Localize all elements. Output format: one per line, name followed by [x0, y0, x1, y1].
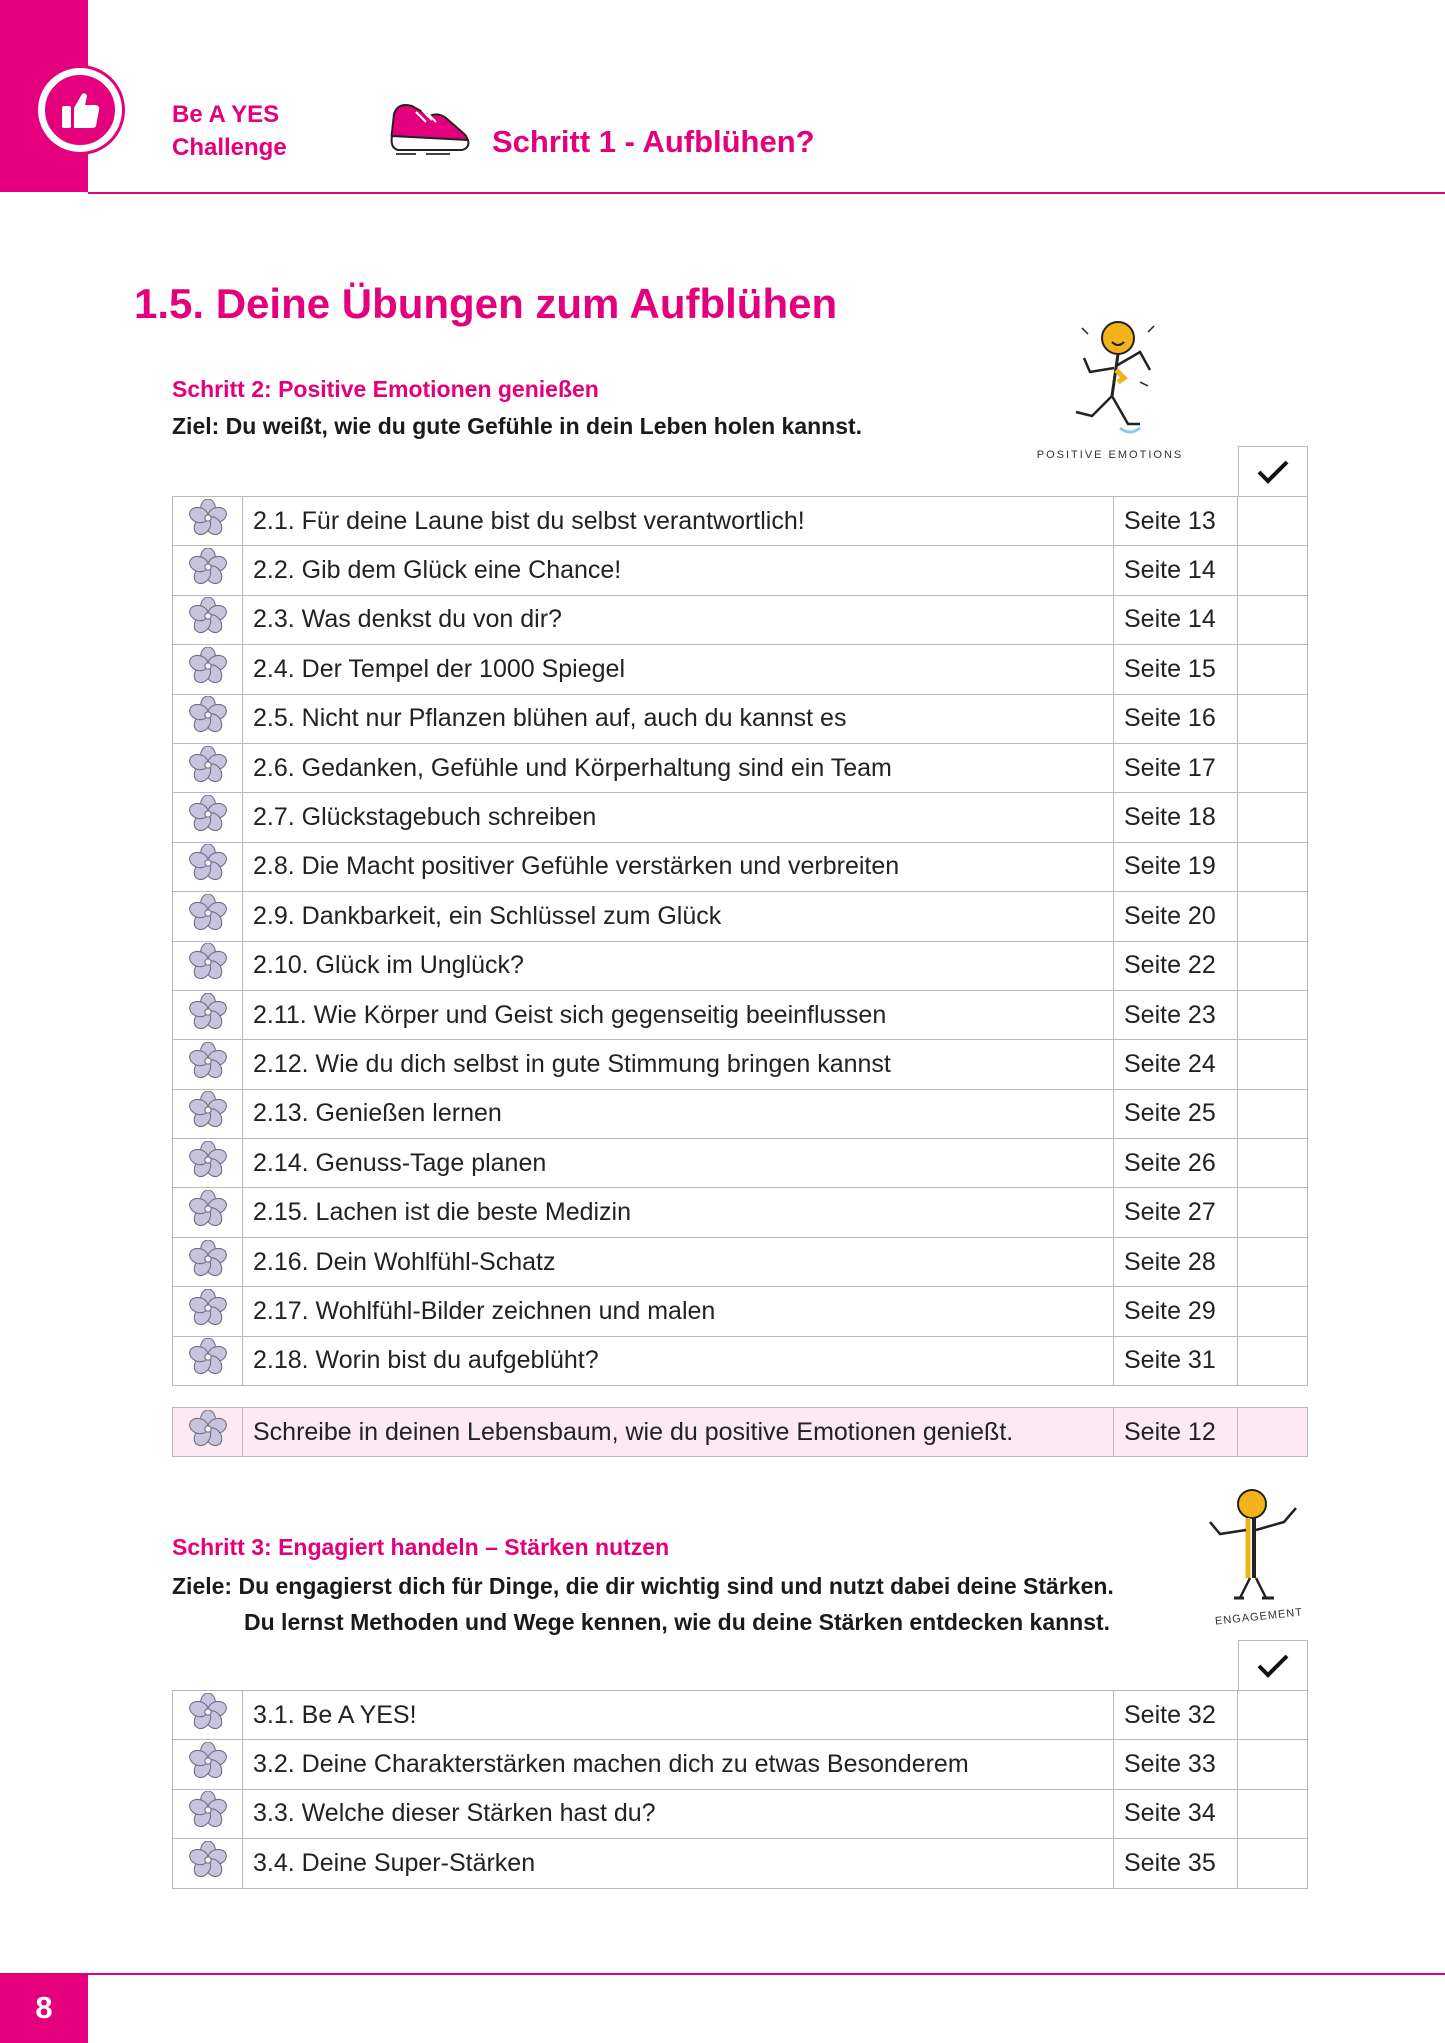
exercise-row [173, 694, 1308, 743]
exercise-row [173, 1089, 1308, 1138]
flower-icon-cell [173, 1139, 243, 1188]
flower-icon [189, 696, 227, 734]
dancing-figure-icon [1028, 312, 1192, 444]
flower-icon [189, 1042, 227, 1080]
brand-label [172, 98, 287, 164]
exercise-page: Seite 23 [1114, 990, 1238, 1039]
exercise-row [173, 1336, 1308, 1385]
exercise-checkbox[interactable] [1238, 546, 1308, 595]
exercise-title: 3.1. Be A YES! [243, 1691, 1114, 1740]
exercise-page: Seite 18 [1114, 793, 1238, 842]
exercise-page: Seite 20 [1114, 892, 1238, 941]
flower-icon-cell [173, 1336, 243, 1385]
exercise-page: Seite 26 [1114, 1139, 1238, 1188]
exercise-page: Seite 12 [1114, 1408, 1238, 1457]
exercise-title: 3.3. Welche dieser Stärken hast du? [243, 1789, 1114, 1838]
flower-icon [189, 499, 227, 537]
exercise-page: Seite 27 [1114, 1188, 1238, 1237]
exercise-checkbox[interactable] [1238, 793, 1308, 842]
exercise-checkbox[interactable] [1238, 497, 1308, 546]
flower-icon-cell [173, 1839, 243, 1888]
exercise-row [173, 1139, 1308, 1188]
exercise-title: Schreibe in deinen Lebensbaum, wie du positive Emotionen genießt. [243, 1408, 1114, 1457]
exercise-row [173, 546, 1308, 595]
exercise-title: 2.13. Genießen lernen [243, 1089, 1114, 1138]
exercise-checkbox[interactable] [1238, 1839, 1308, 1888]
exercise-checkbox[interactable] [1238, 1188, 1308, 1237]
section2-subtitle: Schritt 2: Positive Emotionen genießen [172, 376, 599, 402]
exercise-page: Seite 31 [1114, 1336, 1238, 1385]
exercise-checkbox[interactable] [1238, 1089, 1308, 1138]
flower-icon [189, 844, 227, 882]
exercise-page: Seite 32 [1114, 1691, 1238, 1740]
exercise-page: Seite 33 [1114, 1740, 1238, 1789]
exercise-page: Seite 22 [1114, 941, 1238, 990]
exercise-checkbox[interactable] [1238, 1336, 1308, 1385]
exercise-page: Seite 13 [1114, 497, 1238, 546]
exercise-title: 2.10. Glück im Unglück? [243, 941, 1114, 990]
exercise-row [173, 1740, 1308, 1789]
exercise-page: Seite 14 [1114, 595, 1238, 644]
thumbs-up-icon [56, 86, 104, 134]
flower-icon [189, 1742, 227, 1780]
engagement-caption: ENGAGEMENT [1214, 1606, 1304, 1628]
flower-icon-cell [173, 546, 243, 595]
flower-icon [189, 1791, 227, 1829]
flower-icon-cell [173, 1691, 243, 1740]
exercise-page: Seite 29 [1114, 1287, 1238, 1336]
flower-icon [189, 894, 227, 932]
page-title: 1.5. Deine Übungen zum Aufblühen [134, 280, 838, 327]
exercise-checkbox[interactable] [1238, 1408, 1308, 1457]
flower-icon [189, 1410, 227, 1448]
exercise-page: Seite 28 [1114, 1237, 1238, 1286]
exercise-row [173, 1789, 1308, 1838]
section3-goal-line2: Du lernst Methoden und Wege kennen, wie du deine Stärken entdecken kannst. [244, 1609, 1111, 1635]
step-title: Schritt 1 - Aufblühen? [492, 124, 815, 159]
flower-icon [189, 1141, 227, 1179]
flower-icon [189, 1841, 227, 1879]
page-number: 8 [0, 1973, 88, 2043]
exercise-page: Seite 24 [1114, 1040, 1238, 1089]
exercise-title: 2.16. Dein Wohlfühl-Schatz [243, 1237, 1114, 1286]
flower-icon-cell [173, 743, 243, 792]
exercise-checkbox[interactable] [1238, 1237, 1308, 1286]
flower-icon [189, 1190, 227, 1228]
exercise-checkbox[interactable] [1238, 990, 1308, 1039]
flower-icon [189, 647, 227, 685]
exercise-page: Seite 14 [1114, 546, 1238, 595]
sneaker-icon [386, 92, 472, 158]
exercise-title: 2.1. Für deine Laune bist du selbst verantwortlich! [243, 497, 1114, 546]
exercise-title: 2.18. Worin bist du aufgeblüht? [243, 1336, 1114, 1385]
section2-check-header [1238, 446, 1308, 496]
exercise-page: Seite 19 [1114, 842, 1238, 891]
exercise-checkbox[interactable] [1238, 1740, 1308, 1789]
checkmark-icon [1256, 458, 1290, 486]
flower-icon-cell [173, 1789, 243, 1838]
exercise-row [173, 941, 1308, 990]
exercise-title: 2.7. Glückstagebuch schreiben [243, 793, 1114, 842]
exercise-title: 3.4. Deine Super-Stärken [243, 1839, 1114, 1888]
brand-line-2: Challenge [172, 134, 287, 161]
flower-icon-cell [173, 1287, 243, 1336]
exercise-page: Seite 25 [1114, 1089, 1238, 1138]
exercise-row [173, 793, 1308, 842]
flower-icon [189, 746, 227, 784]
exercise-page: Seite 15 [1114, 645, 1238, 694]
flower-icon [189, 548, 227, 586]
flower-icon [189, 943, 227, 981]
flower-icon-cell [173, 1188, 243, 1237]
brand-line-1: Be A YES [172, 101, 280, 128]
exercise-checkbox[interactable] [1238, 595, 1308, 644]
section2-goal: Ziel: Du weißt, wie du gute Gefühle in dein Leben holen kannst. [172, 413, 863, 439]
section3-check-header [1238, 1640, 1308, 1690]
exercise-row [173, 842, 1308, 891]
flower-icon [189, 993, 227, 1031]
exercise-row [173, 1040, 1308, 1089]
flower-icon-cell [173, 1089, 243, 1138]
exercise-title: 2.4. Der Tempel der 1000 Spiegel [243, 645, 1114, 694]
exercise-checkbox[interactable] [1238, 1040, 1308, 1089]
flower-icon [189, 795, 227, 833]
flower-icon-cell [173, 990, 243, 1039]
exercise-row [173, 1691, 1308, 1740]
exercise-title: 2.12. Wie du dich selbst in gute Stimmung bringen kannst [243, 1040, 1114, 1089]
exercise-page: Seite 17 [1114, 743, 1238, 792]
exercise-checkbox[interactable] [1238, 941, 1308, 990]
flower-icon [189, 597, 227, 635]
exercise-checkbox[interactable] [1238, 892, 1308, 941]
exercise-row [173, 497, 1308, 546]
section3-goal-line1: Ziele: Du engagierst dich für Dinge, die dir wichtig sind und nutzt dabei deine Stärken. [172, 1573, 1114, 1599]
exercise-checkbox[interactable] [1238, 743, 1308, 792]
exercise-title: 2.14. Genuss-Tage planen [243, 1139, 1114, 1188]
exercise-row [173, 595, 1308, 644]
flower-icon-cell [173, 645, 243, 694]
exercise-title: 2.15. Lachen ist die beste Medizin [243, 1188, 1114, 1237]
engagement-figure [1200, 1482, 1318, 1628]
exercise-row [173, 1188, 1308, 1237]
exercise-title: 3.2. Deine Charakterstärken machen dich zu etwas Besonderem [243, 1740, 1114, 1789]
flower-icon-cell [173, 497, 243, 546]
exercise-checkbox[interactable] [1238, 694, 1308, 743]
flower-icon [189, 1338, 227, 1376]
section2-summary-table [172, 1407, 1308, 1457]
exercise-title: 2.3. Was denkst du von dir? [243, 595, 1114, 644]
section3-exercise-table [172, 1690, 1308, 1889]
exercise-page: Seite 16 [1114, 694, 1238, 743]
flower-icon-cell [173, 595, 243, 644]
exercise-row [173, 990, 1308, 1039]
cheering-figure-icon [1200, 1482, 1318, 1606]
exercise-checkbox[interactable] [1238, 645, 1308, 694]
positive-emotions-figure [1028, 312, 1192, 461]
flower-icon [189, 1091, 227, 1129]
footer-rule [88, 1973, 1445, 1975]
exercise-title: 2.6. Gedanken, Gefühle und Körperhaltung sind ein Team [243, 743, 1114, 792]
exercise-title: 2.2. Gib dem Glück eine Chance! [243, 546, 1114, 595]
flower-icon-cell [173, 1408, 243, 1457]
exercise-row [173, 743, 1308, 792]
exercise-row [173, 892, 1308, 941]
flower-icon-cell [173, 1237, 243, 1286]
exercise-checkbox[interactable] [1238, 842, 1308, 891]
flower-icon-cell [173, 842, 243, 891]
exercise-row [173, 645, 1308, 694]
positive-emotions-caption: POSITIVE EMOTIONS [1036, 449, 1184, 461]
exercise-title: 2.5. Nicht nur Pflanzen blühen auf, auch du kannst es [243, 694, 1114, 743]
exercise-title: 2.8. Die Macht positiver Gefühle verstärken und verbreiten [243, 842, 1114, 891]
section2-exercise-table [172, 496, 1308, 1386]
exercise-checkbox[interactable] [1238, 1287, 1308, 1336]
exercise-title: 2.17. Wohlfühl-Bilder zeichnen und malen [243, 1287, 1114, 1336]
thumbs-up-badge [38, 68, 122, 152]
exercise-checkbox[interactable] [1238, 1789, 1308, 1838]
flower-icon-cell [173, 694, 243, 743]
flower-icon-cell [173, 1740, 243, 1789]
flower-icon [189, 1289, 227, 1327]
exercise-checkbox[interactable] [1238, 1139, 1308, 1188]
exercise-title: 2.9. Dankbarkeit, ein Schlüssel zum Glück [243, 892, 1114, 941]
exercise-row [173, 1839, 1308, 1888]
exercise-row [173, 1287, 1308, 1336]
exercise-row [173, 1408, 1308, 1457]
checkmark-icon [1256, 1652, 1290, 1680]
exercise-row [173, 1237, 1308, 1286]
flower-icon-cell [173, 1040, 243, 1089]
flower-icon [189, 1693, 227, 1731]
flower-icon-cell [173, 941, 243, 990]
section3-goal [172, 1568, 1114, 1640]
exercise-checkbox[interactable] [1238, 1691, 1308, 1740]
flower-icon-cell [173, 793, 243, 842]
flower-icon-cell [173, 892, 243, 941]
exercise-page: Seite 35 [1114, 1839, 1238, 1888]
section3-subtitle: Schritt 3: Engagiert handeln – Stärken nutzen [172, 1534, 670, 1560]
flower-icon [189, 1240, 227, 1278]
exercise-title: 2.11. Wie Körper und Geist sich gegenseitig beeinflussen [243, 990, 1114, 1039]
exercise-page: Seite 34 [1114, 1789, 1238, 1838]
header-rule [88, 192, 1445, 194]
